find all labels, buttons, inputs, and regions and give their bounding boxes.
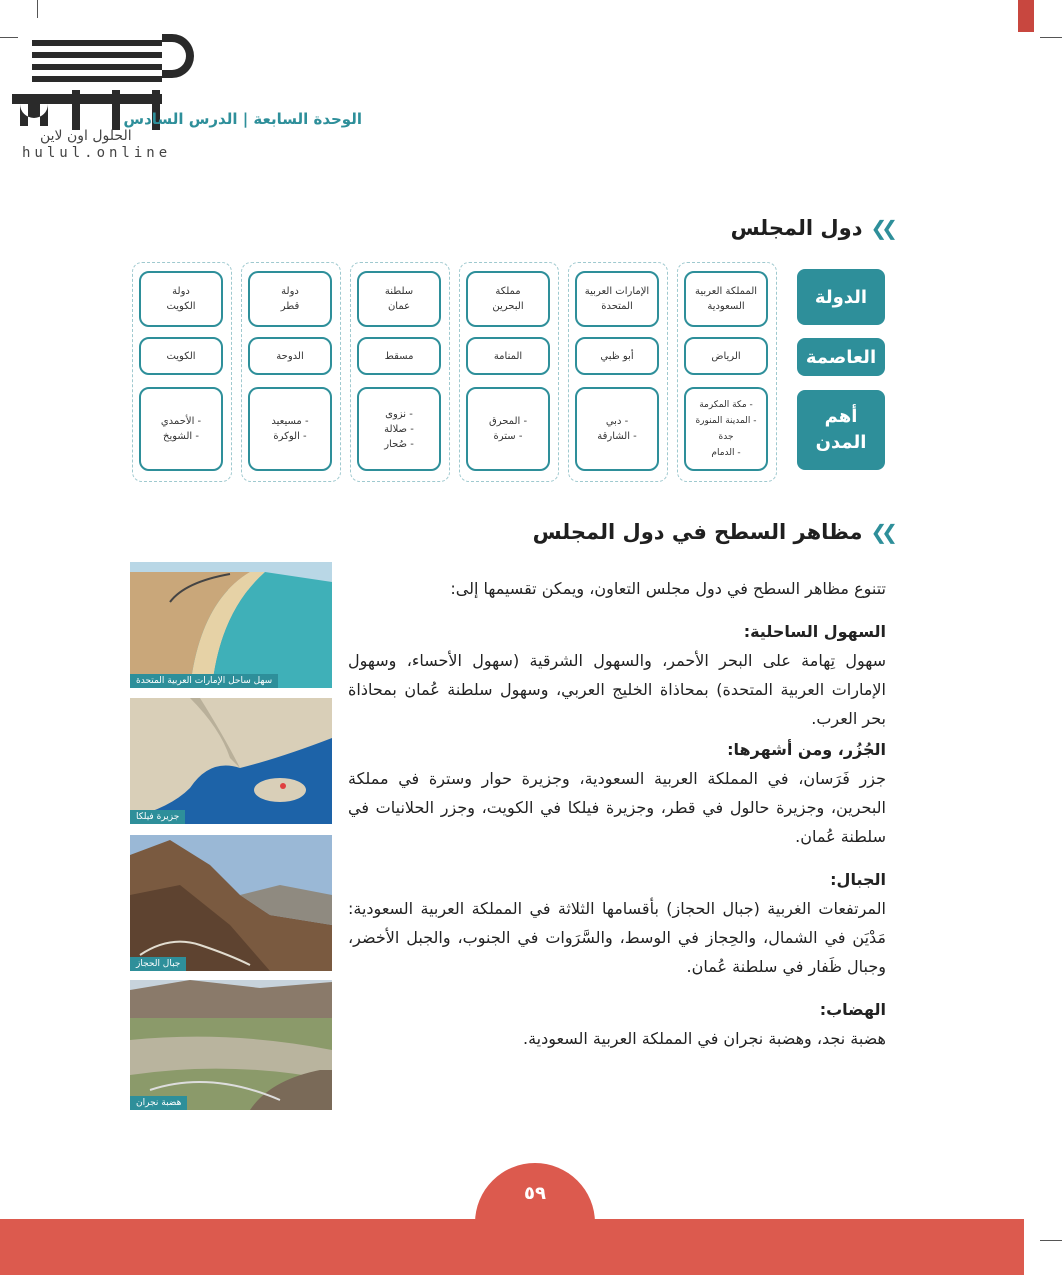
cell-cities: - دبي - الشارقة	[575, 387, 659, 471]
table-column-kuwait	[132, 262, 232, 482]
cell-country: دولة الكويت	[139, 271, 223, 327]
paragraph-mountains: المرتفعات الغربية (جبال الحجاز) بأقسامها الثلاثة في المملكة العربية السعودية: مَدْيَن في الشمال، والحِجاز في الوسط، والسَّرَوات في الجنوب، والجبل الأخضر، وجبال ظَفار في سلطنة عُمان.	[348, 899, 886, 976]
cell-cities: - الأحمدي - الشويخ	[139, 387, 223, 471]
top-tab-decoration	[1018, 0, 1034, 32]
row-label-country: الدولة	[797, 269, 885, 325]
cell-country: مملكة البحرين	[466, 271, 550, 327]
row-label-cities: أهم المدن	[797, 390, 885, 470]
table-column-oman	[350, 262, 450, 482]
table-column-bahrain	[459, 262, 559, 482]
logo-site: hulul.online	[22, 145, 172, 161]
cell-cities: - المحرق - سترة	[466, 387, 550, 471]
cell-country: سلطنة عمان	[357, 271, 441, 327]
footer-band	[0, 1219, 1024, 1275]
photo-caption: جبال الحجاز	[130, 957, 186, 971]
crop-mark	[1040, 1240, 1062, 1241]
paragraph-coastal-plains: سهول تِهامة على البحر الأحمر، والسهول الشرقية (سهول الأحساء، وسهول الإمارات العربية المتحدة) بمحاذاة الخليج العربي، وسهول سلطنة عُمان بمحاذاة بحر العرب.	[348, 651, 886, 728]
cell-capital: الدوحة	[248, 337, 332, 375]
cell-capital: المنامة	[466, 337, 550, 375]
double-chevron-icon: ❯❯	[870, 520, 892, 544]
cell-country: دولة قطر	[248, 271, 332, 327]
row-label-capital: العاصمة	[797, 338, 885, 376]
subheading-islands: الجُزُر، ومن أشهرها:	[727, 740, 886, 759]
subheading-plateaus: الهضاب:	[819, 1000, 886, 1019]
paragraph-plateaus: هضبة نجد، وهضبة نجران في المملكة العربية السعودية.	[523, 1029, 886, 1048]
cell-capital: الكويت	[139, 337, 223, 375]
section-title-gcc-states	[731, 216, 892, 240]
double-chevron-icon: ❯❯	[870, 216, 892, 240]
cell-capital: الرياض	[684, 337, 768, 375]
crop-mark	[37, 0, 38, 18]
section-title-surface	[533, 520, 892, 544]
section-title-text: دول المجلس	[730, 216, 863, 240]
photo-caption: سهل ساحل الإمارات العربية المتحدة	[130, 674, 278, 688]
photo-caption: هضبة نجران	[130, 1096, 187, 1110]
photo-uae-coast	[130, 562, 332, 688]
cell-cities: - مسيعيد - الوكرة	[248, 387, 332, 471]
table-column-qatar	[241, 262, 341, 482]
body-text	[348, 574, 886, 1053]
crop-mark	[1040, 37, 1062, 38]
page-number: ٥٩	[475, 1163, 595, 1225]
section-title-text: مظاهر السطح في دول المجلس	[532, 520, 863, 544]
table-column-uae	[568, 262, 668, 482]
table-column-saudi	[677, 262, 777, 482]
photo-failaka-map	[130, 698, 332, 824]
cell-cities: - مكة المكرمة - المدينة المنورة جدة - الدمام	[684, 387, 768, 471]
subheading-mountains: الجبال:	[830, 870, 886, 889]
paragraph-islands: جزر فَرَسان، في المملكة العربية السعودية، وجزيرة حوار وسترة في مملكة البحرين، وجزيرة حالول في قطر، وجزيرة فيلكا في الكويت، وجزر الحلانيات في سلطنة عُمان.	[348, 769, 886, 846]
cell-country: المملكة العربية السعودية	[684, 271, 768, 327]
photo-hejaz-mountains	[130, 835, 332, 971]
intro-paragraph: تتنوع مظاهر السطح في دول مجلس التعاون، ويمكن تقسيمها إلى:	[450, 579, 886, 598]
cell-capital: أبو ظبي	[575, 337, 659, 375]
photo-najran-plateau	[130, 980, 332, 1110]
cell-cities: - نزوى - صلالة - صُحار	[357, 387, 441, 471]
photo-caption: جزيرة فيلكا	[130, 810, 185, 824]
unit-lesson-header: الوحدة السابعة | الدرس السادس	[123, 110, 362, 128]
cell-capital: مسقط	[357, 337, 441, 375]
subheading-coastal-plains: السهول الساحلية:	[743, 622, 886, 641]
cell-country: الإمارات العربية المتحدة	[575, 271, 659, 327]
logo-subtitle: الحلول اون لاين	[40, 128, 132, 144]
